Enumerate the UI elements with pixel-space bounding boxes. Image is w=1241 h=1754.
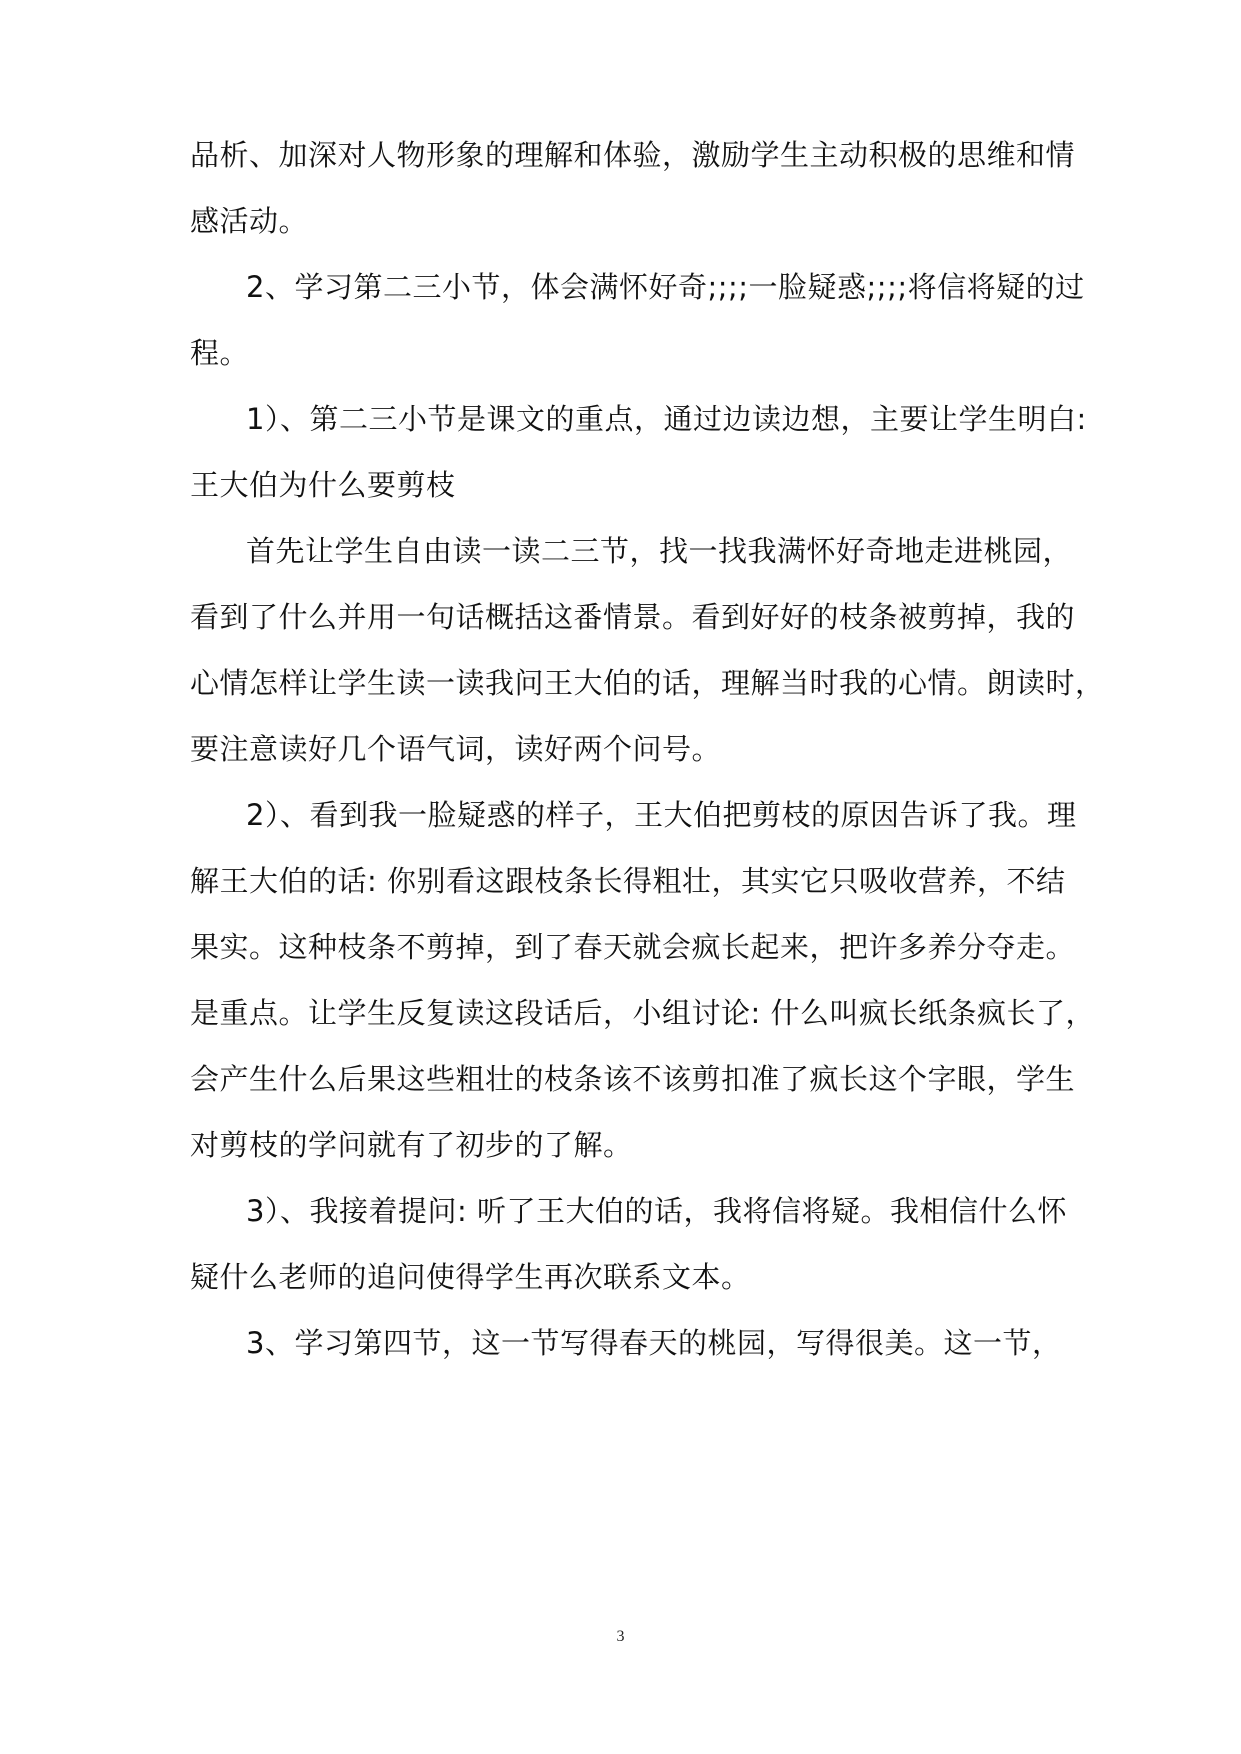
paragraph-line: 疑什么老师的追问使得学生再次联系文本。 xyxy=(190,1260,751,1294)
paragraph-line: 是重点。让学生反复读这段话后，小组讨论: 什么叫疯长纸条疯长了， xyxy=(190,996,1095,1030)
paragraph-line: 3、学习第四节，这一节写得春天的桃园，写得很美。这一节， xyxy=(246,1326,1062,1360)
paragraph-line: 首先让学生自由读一读二三节，找一找我满怀好奇地走进桃园， xyxy=(246,534,1073,568)
paragraph-line: 心情怎样让学生读一读我问王大伯的话，理解当时我的心情。朗读时， xyxy=(190,666,1105,700)
paragraph-line: 解王大伯的话: 你别看这跟枝条长得粗壮，其实它只吸收营养，不结 xyxy=(190,864,1066,898)
paragraph-line: 果实。这种枝条不剪掉，到了春天就会疯长起来，把许多养分夺走。 xyxy=(190,930,1076,964)
paragraph-line: 对剪枝的学问就有了初步的了解。 xyxy=(190,1128,633,1162)
paragraph-line: 品析、加深对人物形象的理解和体验，激励学生主动积极的思维和情 xyxy=(190,138,1076,172)
page-number: 3 xyxy=(616,1628,625,1645)
paragraph-line: 看到了什么并用一句话概括这番情景。看到好好的枝条被剪掉，我的 xyxy=(190,600,1076,634)
paragraph-line: 2）、看到我一脸疑惑的样子，王大伯把剪枝的原因告诉了我。理 xyxy=(246,798,1077,832)
paragraph-line: 感活动。 xyxy=(190,204,309,238)
paragraph-line: 要注意读好几个语气词，读好两个问号。 xyxy=(190,732,722,766)
paragraph-line: 3）、我接着提问: 听了王大伯的话，我将信将疑。我相信什么怀 xyxy=(246,1194,1067,1228)
paragraph-line: 2、学习第二三小节，体会满怀好奇;;;;一脸疑惑;;;;将信将疑的过 xyxy=(246,270,1085,304)
paragraph-line: 王大伯为什么要剪枝 xyxy=(190,468,456,502)
paragraph-line: 程。 xyxy=(190,336,250,370)
paragraph-line: 1）、第二三小节是课文的重点，通过边读边想，主要让学生明白: xyxy=(246,402,1087,436)
paragraph-line: 会产生什么后果这些粗壮的枝条该不该剪扣准了疯长这个字眼，学生 xyxy=(190,1062,1076,1096)
